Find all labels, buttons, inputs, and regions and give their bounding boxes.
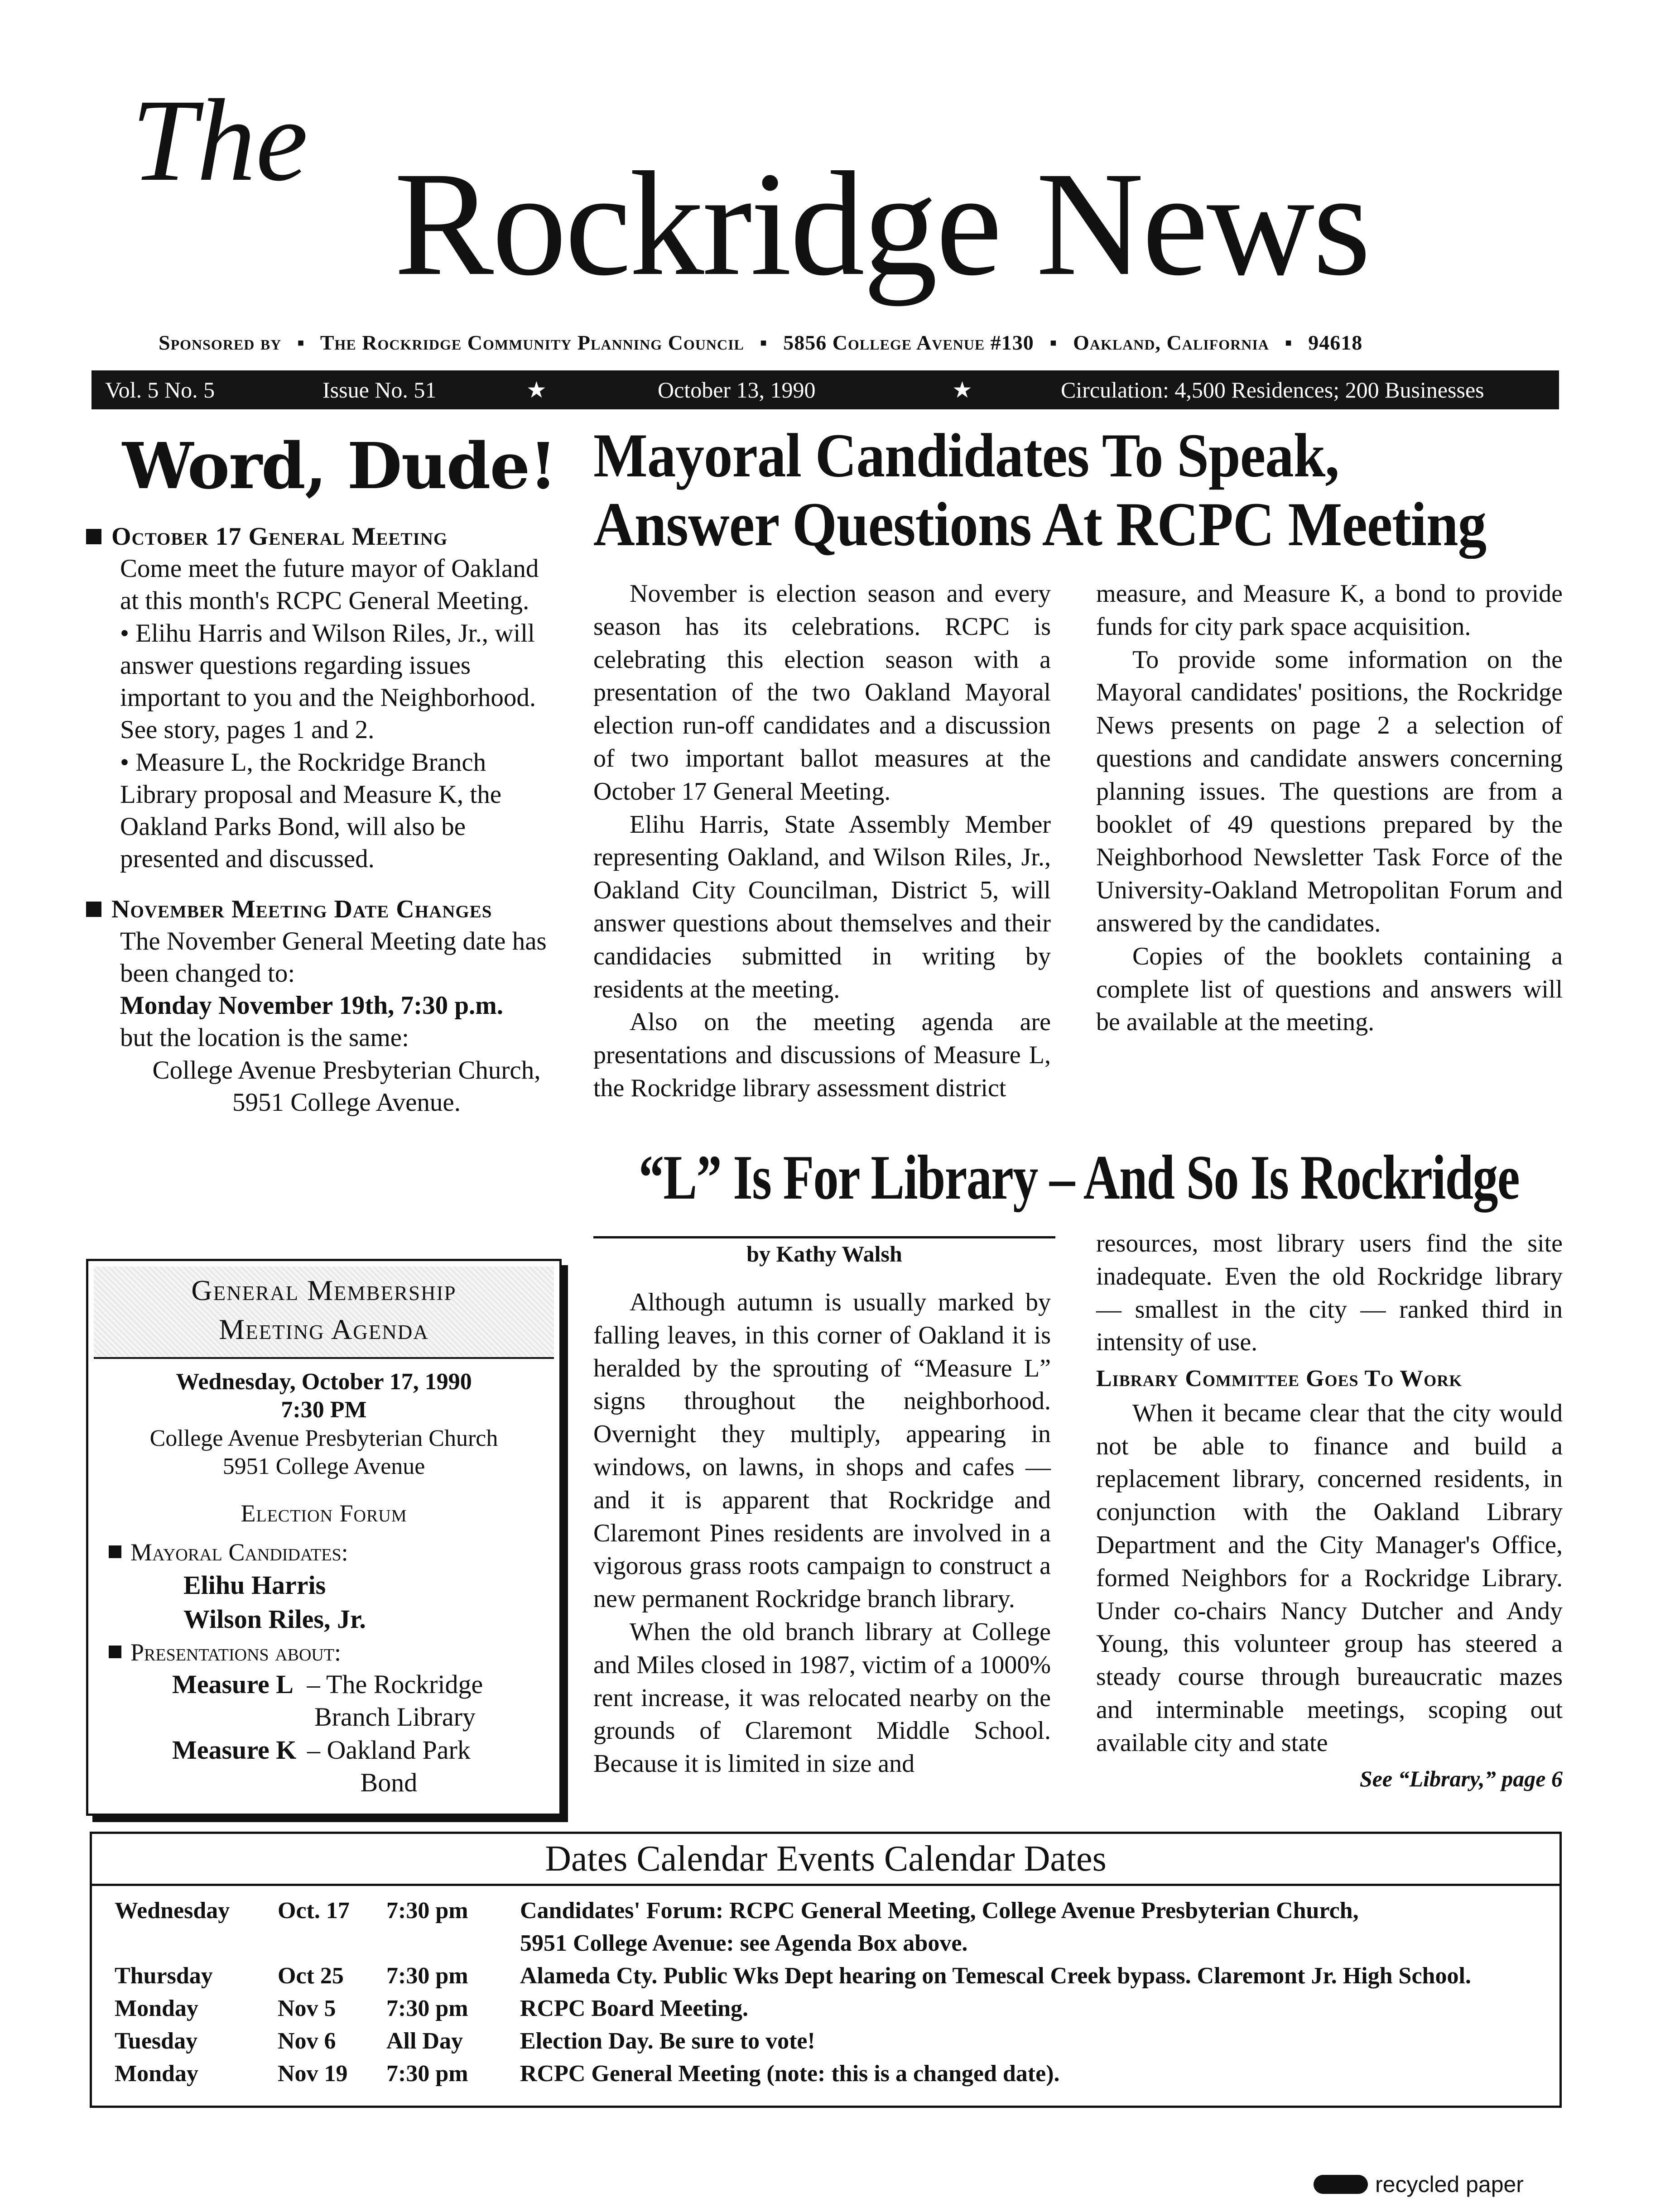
agenda-list-item bbox=[109, 1536, 559, 1568]
calendar-event: RCPC Board Meeting. bbox=[520, 1996, 749, 2021]
agenda-candidate: Wilson Riles, Jr. bbox=[183, 1604, 366, 1634]
measure-l-desc: – The Rockridge Branch Library bbox=[307, 1669, 483, 1732]
calendar-time: All Day bbox=[386, 2028, 463, 2054]
calendar-event: Election Day. Be sure to vote! bbox=[520, 2028, 815, 2054]
agenda-presentations-label: Presentations about: bbox=[130, 1638, 342, 1666]
agenda-date: Wednesday, October 17, 1990 bbox=[176, 1369, 472, 1395]
story2-headline: “L” Is For Library – And So Is Rockridge bbox=[639, 1142, 1519, 1213]
sponsor-city: Oakland, California bbox=[1073, 331, 1269, 354]
continued-reference: See “Library,” page 6 bbox=[1359, 1766, 1563, 1791]
agenda-address: 5951 College Avenue bbox=[222, 1454, 425, 1480]
calendar-time: 7:30 pm bbox=[386, 2061, 468, 2087]
square-bullet-icon bbox=[86, 902, 101, 917]
agenda-details bbox=[88, 1368, 559, 1481]
sponsor-org: The Rockridge Community Planning Council bbox=[320, 331, 744, 354]
story-paragraph: Copies of the booklets containing a complete list of questions and answers will be available at the meeting. bbox=[1096, 942, 1563, 1036]
sponsor-zip: 94618 bbox=[1308, 331, 1363, 354]
calendar-day: Wednesday bbox=[115, 1898, 230, 1924]
star-icon: ★ bbox=[526, 377, 547, 403]
byline-rule bbox=[593, 1236, 1055, 1238]
sponsor-line bbox=[159, 331, 1517, 355]
calendar-time: 7:30 pm bbox=[386, 1963, 468, 1989]
agenda-title-line: General Membership bbox=[191, 1274, 457, 1306]
calendar-day: Monday bbox=[115, 1996, 198, 2021]
calendar-day: Monday bbox=[115, 2061, 198, 2087]
sidebar-paragraph: • Measure L, the Rockridge Branch Library proposal and Measure K, the Oakland Parks Bond, will also be presented and discussed. bbox=[120, 748, 502, 873]
story-subhead: Library Committee Goes To Work bbox=[1096, 1366, 1463, 1392]
measure-k-desc: – Oakland Park Bond bbox=[307, 1735, 471, 1798]
issue-number: Issue No. 51 bbox=[322, 377, 437, 403]
agenda-list-item bbox=[109, 1636, 559, 1668]
story-paragraph: When it became clear that the city would not be able to finance and build a replacement library, concerned residents, in conjunction with the Oakland Library Department and the City Manager's Office, formed Neighbors for a Rockridge Library. Under co-chairs Nancy Dutcher and Andy Young, this volunteer group has steered a steady course through bureaucratic mazes and interminable meetings, scoping out available city and state bbox=[1096, 1399, 1563, 1757]
recycle-logo-icon bbox=[1314, 2175, 1368, 2194]
sidebar-paragraph: The November General Meeting date has been changed to: bbox=[120, 926, 547, 988]
calendar-date: Oct 25 bbox=[278, 1963, 344, 1989]
square-bullet-icon bbox=[86, 529, 101, 544]
sidebar-column bbox=[86, 521, 557, 1118]
calendar-event: 5951 College Avenue: see Agenda Box above. bbox=[520, 1930, 968, 1956]
agenda-title bbox=[94, 1267, 554, 1359]
masthead-the: The bbox=[131, 75, 308, 206]
sponsor-prefix: Sponsored by bbox=[159, 331, 282, 354]
sidebar-location: College Avenue Presbyterian Church, 5951 College Avenue. bbox=[152, 1056, 541, 1117]
sidebar-heading-text: November Meeting Date Changes bbox=[111, 895, 492, 923]
story1-headline bbox=[593, 421, 1489, 559]
story-paragraph: November is election season and every season has its celebrations. RCPC is celebrating this election season with a presentation of the two Oakland Mayoral election run-off candidates and a discussion of two important ballot measures at the October 17 General Meeting. bbox=[593, 580, 1051, 806]
sidebar-bold-date: Monday November 19th, 7:30 p.m. bbox=[120, 991, 504, 1020]
sponsor-address: 5856 College Avenue #130 bbox=[783, 331, 1034, 354]
events-calendar bbox=[90, 1832, 1562, 2108]
star-icon: ★ bbox=[952, 377, 972, 403]
calendar-date: Nov 5 bbox=[278, 1996, 336, 2021]
measure-k-label: Measure K bbox=[172, 1735, 297, 1765]
agenda-candidate: Elihu Harris bbox=[183, 1570, 326, 1600]
square-bullet-icon bbox=[109, 1646, 121, 1658]
circulation: Circulation: 4,500 Residences; 200 Businesses bbox=[1061, 377, 1484, 403]
story-paragraph: To provide some information on the Mayoral candidates' positions, the Rockridge News presents on page 2 a selection of questions and candidate answers concerning planning issues. The questions are from a booklet of 49 questions prepared by the Neighborhood Newsletter Task Force of the University-Oakland Metropolitan Forum and answered by the candidates. bbox=[1096, 645, 1563, 937]
agenda-time: 7:30 PM bbox=[281, 1397, 367, 1423]
calendar-date: Oct. 17 bbox=[278, 1898, 350, 1924]
story2-column-1 bbox=[593, 1286, 1051, 1780]
byline: by Kathy Walsh bbox=[746, 1241, 902, 1267]
volume-number: Vol. 5 No. 5 bbox=[105, 377, 215, 403]
story1-column-1 bbox=[593, 577, 1051, 1105]
sponsor-bullet: ▪ bbox=[1285, 331, 1293, 354]
agenda-measure bbox=[172, 1668, 559, 1734]
sidebar-item-heading bbox=[86, 521, 557, 552]
agenda-place: College Avenue Presbyterian Church bbox=[149, 1425, 498, 1451]
calendar-time: 7:30 pm bbox=[386, 1996, 468, 2021]
story-paragraph: measure, and Measure K, a bond to provide funds for city park space acquisition. bbox=[1096, 580, 1563, 641]
agenda-forum-heading: Election Forum bbox=[241, 1499, 407, 1527]
agenda-title-line: Meeting Agenda bbox=[219, 1313, 429, 1346]
story-paragraph: Also on the meeting agenda are presentations and discussions of Measure L, the Rockridge library assessment district bbox=[593, 1008, 1051, 1102]
calendar-time: 7:30 pm bbox=[386, 1898, 468, 1924]
story-paragraph: When the old branch library at College and Miles closed in 1987, victim of a 1000% rent increase, it was relocated nearby on the grounds of Claremont Middle School. Because it is limited in size and bbox=[593, 1617, 1051, 1778]
story-paragraph: Elihu Harris, State Assembly Member representing Oakland, and Wilson Riles, Jr., Oakland City Councilman, District 5, will answer questions about themselves and their candidacies submitted in writing by residents at the meeting. bbox=[593, 810, 1051, 1003]
story-paragraph: Although autumn is usually marked by falling leaves, in this corner of Oakland it is heralded by the sprouting of “Measure L” signs throughout the neighborhood. Overnight they multiply, appearing in windows, on lawns, in shops and cafes — and it is apparent that Rockridge and Claremont Pines residents are involved in a vigorous grass roots campaign to construct a new permanent Rockridge branch library. bbox=[593, 1288, 1051, 1613]
agenda-mayoral-label: Mayoral Candidates: bbox=[130, 1538, 348, 1566]
sponsor-bullet: ▪ bbox=[1049, 331, 1058, 354]
sidebar-paragraph: Come meet the future mayor of Oakland at this month's RCPC General Meeting. bbox=[120, 554, 539, 615]
calendar-day: Tuesday bbox=[115, 2028, 198, 2054]
calendar-date: Nov 19 bbox=[278, 2061, 348, 2087]
calendar-event: Candidates' Forum: RCPC General Meeting, College Avenue Presbyterian Church, bbox=[520, 1898, 1359, 1924]
sponsor-bullet: ▪ bbox=[297, 331, 305, 354]
sidebar-heading-text: October 17 General Meeting bbox=[111, 523, 448, 551]
agenda-list bbox=[109, 1536, 559, 1799]
calendar-day: Thursday bbox=[115, 1963, 213, 1989]
recycled-notice bbox=[1314, 2171, 1524, 2198]
calendar-event: Alameda Cty. Public Wks Dept hearing on Temescal Creek bypass. Claremont Jr. High School. bbox=[520, 1963, 1471, 1989]
issue-info-bar bbox=[91, 370, 1559, 409]
calendar-event: RCPC General Meeting (note: this is a changed date). bbox=[520, 2061, 1060, 2087]
sidebar-item-heading bbox=[86, 893, 557, 925]
headline-line: Answer Questions At RCPC Meeting bbox=[593, 489, 1487, 559]
agenda-box bbox=[86, 1259, 562, 1816]
square-bullet-icon bbox=[109, 1545, 121, 1558]
headline-line: Mayoral Candidates To Speak, bbox=[593, 421, 1339, 490]
masthead-title: Rockridge News bbox=[394, 141, 1369, 307]
sidebar-title: Word, Dude! bbox=[122, 429, 556, 504]
sponsor-bullet: ▪ bbox=[760, 331, 768, 354]
story2-column-2 bbox=[1096, 1227, 1563, 1794]
agenda-measure bbox=[172, 1734, 559, 1799]
story-paragraph: resources, most library users find the site inadequate. Even the old Rockridge library — smallest in the city — ranked third in intensity of use. bbox=[1096, 1229, 1563, 1357]
sidebar-paragraph: but the location is the same: bbox=[120, 1023, 409, 1052]
measure-l-label: Measure L bbox=[172, 1669, 294, 1699]
story1-column-2 bbox=[1096, 577, 1563, 1039]
issue-date: October 13, 1990 bbox=[658, 377, 816, 403]
calendar-title: Dates Calendar Events Calendar Dates bbox=[92, 1834, 1559, 1886]
recycled-text: recycled paper bbox=[1375, 2172, 1524, 2197]
sidebar-paragraph: • Elihu Harris and Wilson Riles, Jr., will answer questions regarding issues important to you and the Neighborhood. See story, pages 1 and 2. bbox=[120, 619, 536, 744]
calendar-date: Nov 6 bbox=[278, 2028, 336, 2054]
